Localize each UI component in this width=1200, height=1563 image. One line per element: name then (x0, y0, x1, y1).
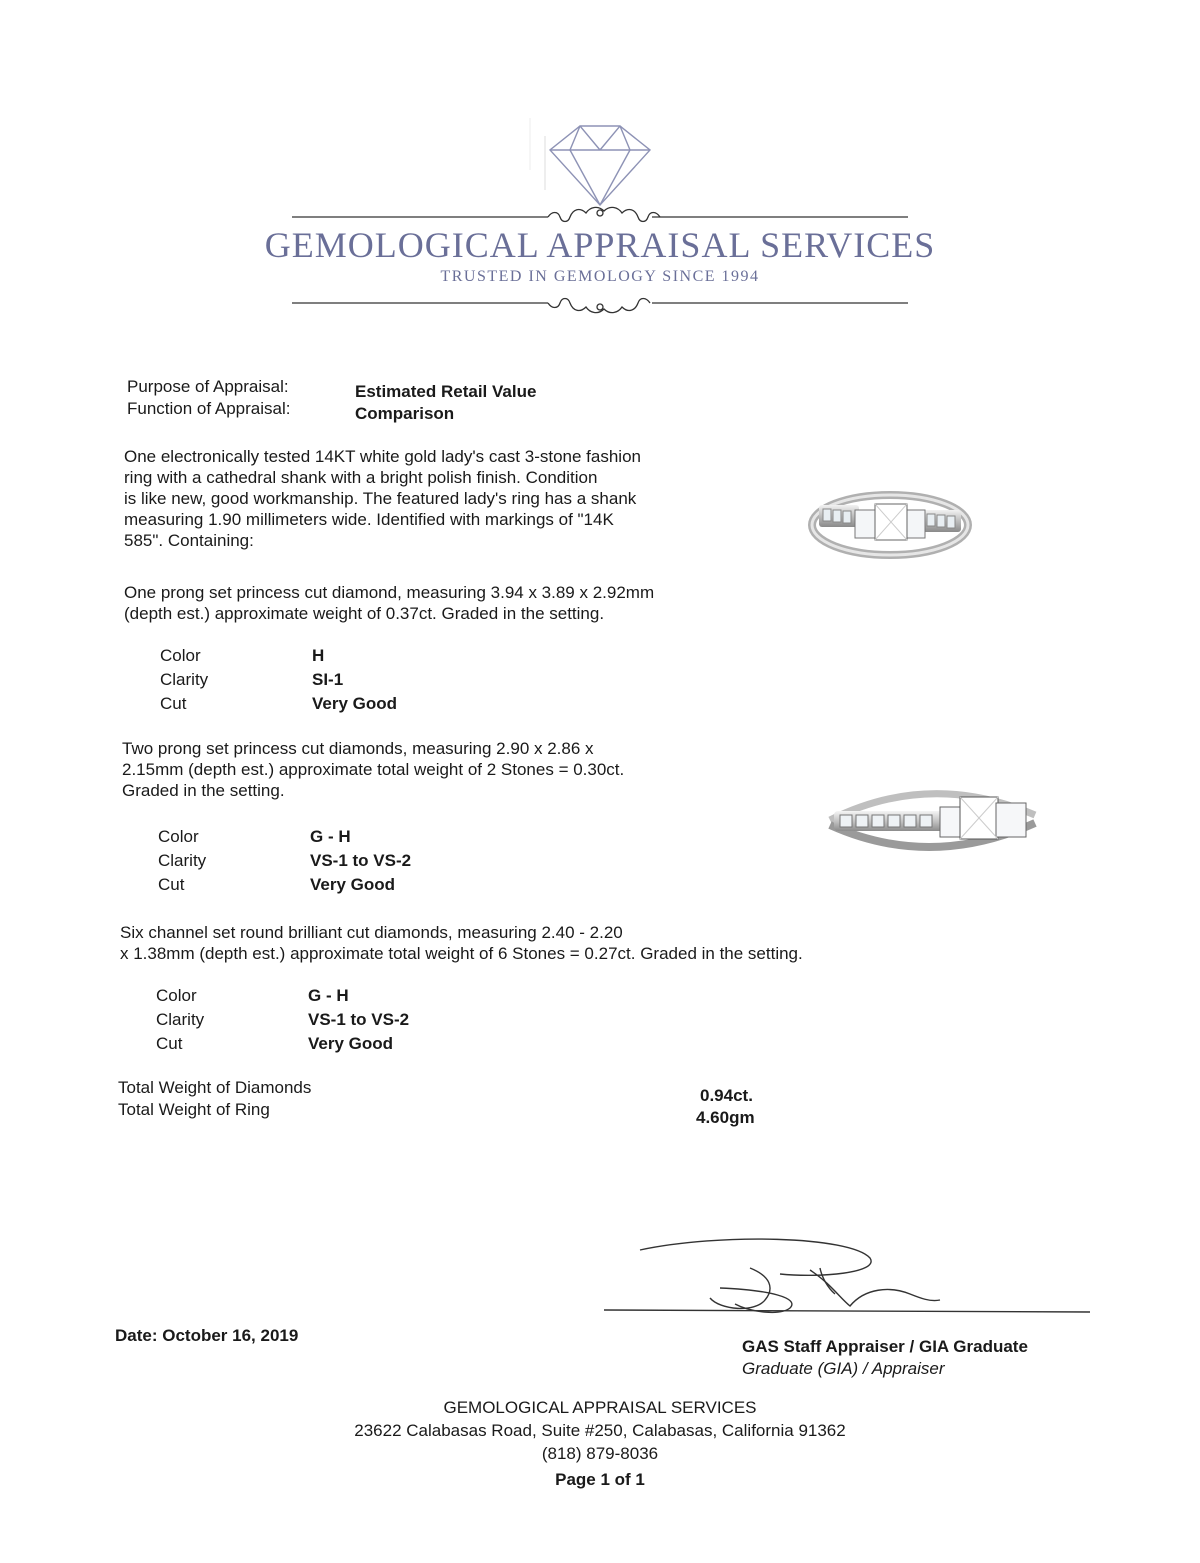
page-number: Page 1 of 1 (555, 1470, 645, 1489)
footer-address: 23622 Calabasas Road, Suite #250, Calabasas, California 91362 (354, 1421, 846, 1440)
description-line: 2.15mm (depth est.) approximate total weight of 2 Stones = 0.30ct. (122, 760, 625, 779)
spec-value: SI-1 (312, 670, 344, 689)
stone-1-description (124, 582, 764, 624)
ring-description (124, 446, 764, 551)
spec-label: Clarity (158, 851, 207, 870)
ring-photo-top (805, 470, 975, 570)
spec-label: Cut (158, 875, 185, 894)
total-diamonds-value: 0.94ct. (700, 1086, 753, 1105)
signature-subtitle: Graduate (GIA) / Appraiser (742, 1359, 945, 1378)
ring-photo-side (810, 775, 1050, 865)
spec-label: Color (158, 827, 199, 846)
stone-3-description (120, 922, 940, 964)
total-ring-value: 4.60gm (696, 1108, 755, 1127)
description-line: Two prong set princess cut diamonds, measuring 2.90 x 2.86 x (122, 739, 594, 758)
function-value: Comparison (355, 404, 455, 423)
purpose-label: Purpose of Appraisal: (127, 377, 289, 396)
spec-label: Color (156, 986, 197, 1005)
spec-value: Very Good (310, 875, 396, 894)
spec-value: Very Good (308, 1034, 394, 1053)
description-line: 585". Containing: (124, 531, 254, 550)
total-diamonds-label: Total Weight of Diamonds (118, 1078, 312, 1097)
description-line: measuring 1.90 millimeters wide. Identified with markings of "14K (124, 510, 614, 529)
description-line: x 1.38mm (depth est.) approximate total weight of 6 Stones = 0.27ct. Graded in the setting. (120, 944, 803, 963)
description-line: One prong set princess cut diamond, measuring 3.94 x 3.89 x 2.92mm (124, 583, 655, 602)
stone-1-specs (160, 644, 397, 716)
function-label: Function of Appraisal: (127, 399, 291, 418)
spec-value: G - H (308, 986, 349, 1005)
brand-subtitle: TRUSTED IN GEMOLOGY SINCE 1994 (440, 268, 760, 285)
spec-label: Cut (156, 1034, 183, 1053)
total-ring-label: Total Weight of Ring (118, 1100, 270, 1119)
purpose-value: Estimated Retail Value (355, 382, 537, 401)
spec-label: Cut (160, 694, 187, 713)
stone-2-specs (158, 825, 411, 897)
description-line: is like new, good workmanship. The featured lady's ring has a shank (124, 489, 637, 508)
appraisal-date: Date: October 16, 2019 (115, 1326, 299, 1345)
footer-phone: (818) 879-8036 (541, 1444, 659, 1463)
spec-value: Very Good (312, 694, 398, 713)
spec-label: Clarity (160, 670, 209, 689)
footer-company: GEMOLOGICAL APPRAISAL SERVICES (443, 1398, 757, 1417)
stone-3-specs (156, 984, 409, 1056)
signature-title: GAS Staff Appraiser / GIA Graduate (742, 1337, 1028, 1356)
description-line: One electronically tested 14KT white gold lady's cast 3-stone fashion (124, 447, 641, 466)
description-line: Graded in the setting. (122, 781, 285, 800)
spec-label: Color (160, 646, 201, 665)
description-line: (depth est.) approximate weight of 0.37ct. Graded in the setting. (124, 604, 605, 623)
signature-image (600, 1228, 1100, 1323)
spec-value: VS-1 to VS-2 (308, 1010, 410, 1029)
stone-2-description (122, 738, 762, 801)
spec-value: G - H (310, 827, 351, 846)
spec-value: H (312, 646, 325, 665)
brand-title: GEMOLOGICAL APPRAISAL SERVICES (264, 225, 936, 265)
spec-label: Clarity (156, 1010, 205, 1029)
spec-value: VS-1 to VS-2 (310, 851, 412, 870)
description-line: Six channel set round brilliant cut diamonds, measuring 2.40 - 2.20 (120, 923, 623, 942)
description-line: ring with a cathedral shank with a bright polish finish. Condition (124, 468, 598, 487)
